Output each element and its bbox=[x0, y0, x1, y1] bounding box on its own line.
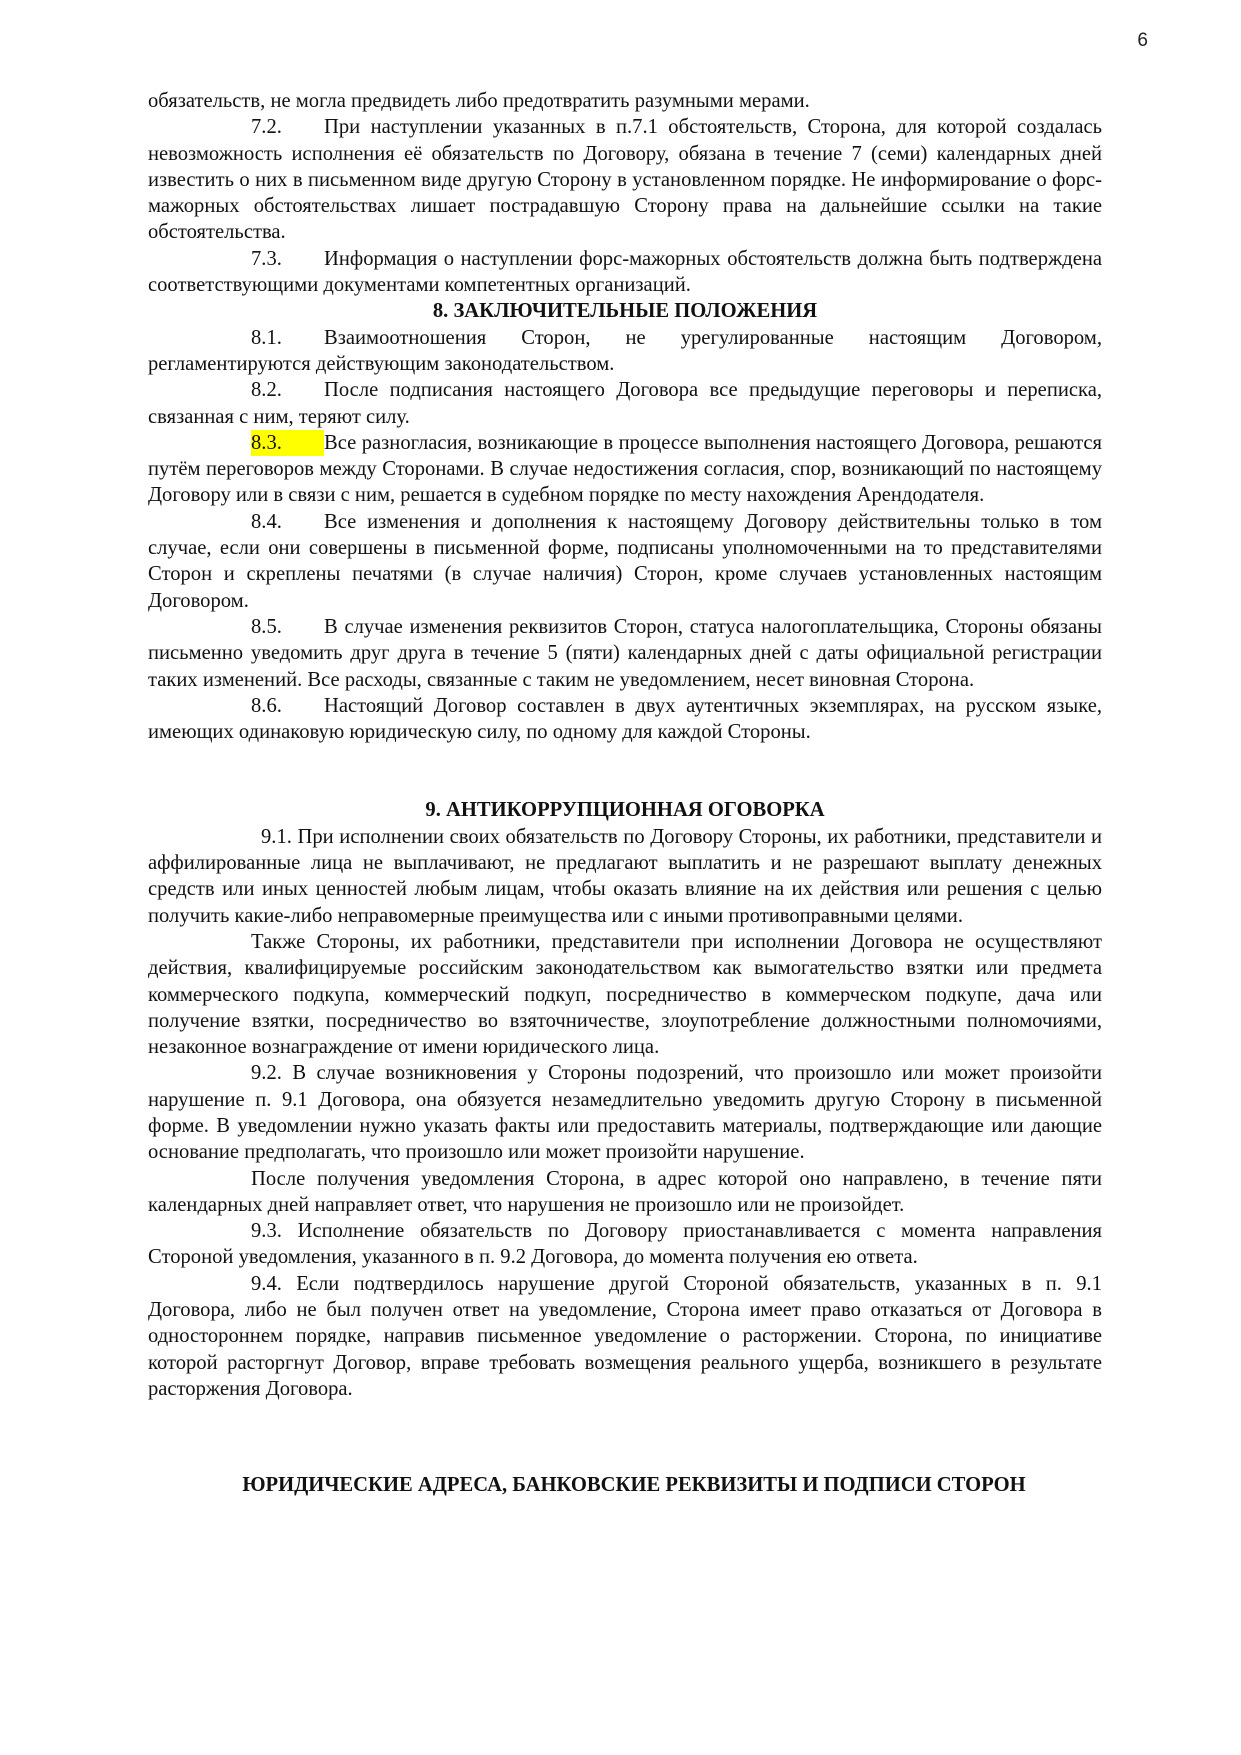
clause-text: Информация о наступлении форс-мажорных обстоятельств должна быть подтверждена соответствующими документами компетентных организаций. bbox=[148, 247, 1102, 297]
clause-text: После подписания настоящего Договора все предыдущие переговоры и переписка, связанная с ним, теряют силу. bbox=[148, 379, 1102, 428]
paragraph-9-4: 9.4. Если подтвердилось нарушение другой Стороной обязательств, указанных в п. 9.1 Договора, либо не был получен ответ на уведомление, Сторона имеет право отказаться от Договора в одностороннем порядке, направив письменное уведомление о расторжении. Сторона, по инициативе которой расторгнут Договор, вправе требовать возмещения реального ущерба, возникшего в результате расторжения Договора. bbox=[148, 1272, 1102, 1400]
paragraph-7-3 bbox=[148, 246, 1102, 299]
clause-number: 8.4. bbox=[251, 510, 282, 533]
document-body bbox=[148, 88, 1102, 1499]
paragraph-8-5 bbox=[148, 614, 1102, 693]
paragraph-8-2 bbox=[148, 377, 1102, 430]
paragraph-8-1 bbox=[148, 325, 1102, 378]
section-8-heading: 8. ЗАКЛЮЧИТЕЛЬНЫЕ ПОЛОЖЕНИЯ bbox=[432, 300, 818, 323]
highlighted-clause-number: 8.3. bbox=[251, 430, 324, 456]
clause-text: Все разногласия, возникающие в процессе выполнения настоящего Договора, решаются путём переговоров между Сторонами. В случае недостижения согласия, спор, возникающий по настоящему Договору или в связи с ним, решается в судебном порядке по месту нахождения Арендодателя. bbox=[148, 431, 1102, 507]
page-number: 6 bbox=[1137, 30, 1148, 51]
clause-number: 8.6. bbox=[251, 694, 282, 717]
paragraph-9-2-continued: После получения уведомления Сторона, в адрес которой оно направлено, в течение пяти календарных дней направляет ответ, что нарушения не произошло или не произойдет. bbox=[148, 1167, 1102, 1216]
paragraph-8-3 bbox=[148, 430, 1102, 509]
paragraph-7-1-end: обязательств, не могла предвидеть либо предотвратить разумными мерами. bbox=[148, 90, 810, 112]
clause-text: Взаимоотношения Сторон, не урегулированные настоящим Договором, регламентируются действующим законодательством. bbox=[148, 326, 1102, 375]
requisites-heading: ЮРИДИЧЕСКИЕ АДРЕСА, БАНКОВСКИЕ РЕКВИЗИТЫ И ПОДПИСИ СТОРОН bbox=[242, 1474, 1026, 1497]
clause-text: При наступлении указанных в п.7.1 обстоятельств, Сторона, для которой создалась невозможность исполнения её обязательств по Договору, обязана в течение 7 (семи) календарных дней известить о них в письменном виде другую Сторону в установленном порядке. Не информирование о форс-мажорных обстоятельствах лишает пострадавшую Сторону права на дальнейшие ссылки на такие обстоятельства. bbox=[148, 116, 1102, 244]
paragraph-8-4 bbox=[148, 509, 1102, 614]
spacer bbox=[148, 1402, 1102, 1472]
clause-number: 7.3. bbox=[251, 247, 282, 270]
clause-text: Настоящий Договор составлен в двух аутентичных экземплярах, на русском языке, имеющих одинаковую юридическую силу, по одному для каждой Стороны. bbox=[148, 694, 1102, 744]
paragraph-7-2 bbox=[148, 114, 1102, 245]
clause-number: 8.1. bbox=[251, 326, 282, 349]
section-9-heading: 9. АНТИКОРРУПЦИОННАЯ ОГОВОРКА bbox=[425, 799, 825, 822]
paragraph-9-1: 9.1. При исполнении своих обязательств по Договору Стороны, их работники, представители и аффилированные лица не выплачивают, не предлагают выплатить и не разрешают выплату денежных средств или иных ценностей любым лицам, чтобы оказать влияние на их действия или решения с целью получить какие-либо неправомерные преимущества или с иными противоправными целями. bbox=[148, 825, 1102, 927]
paragraph-8-6 bbox=[148, 693, 1102, 746]
clause-number: 7.2. bbox=[251, 116, 282, 139]
clause-text: Все изменения и дополнения к настоящему Договору действительны только в том случае, если они совершены в письменной форме, подписаны уполномоченными на то представителями Сторон и скреплены печатями (в случае наличия) Сторон, кроме случаев установленных настоящим Договором. bbox=[148, 510, 1102, 612]
paragraph-9-2: 9.2. В случае возникновения у Стороны подозрений, что произошло или может произойти нарушение п. 9.1 Договора, она обязуется незамедлительно уведомить другую Сторону в письменной форме. В уведомлении нужно указать факты или предоставить материалы, подтверждающие или дающие основание предполагать, что произошло или может произойти нарушение. bbox=[148, 1062, 1102, 1164]
clause-number: 8.2. bbox=[251, 379, 282, 402]
paragraph-9-3: 9.3. Исполнение обязательств по Договору приостанавливается с момента направления Стороной уведомления, указанного в п. 9.2 Договора, до момента получения ею ответа. bbox=[148, 1220, 1102, 1269]
paragraph-9-1-continued: Также Стороны, их работники, представители при исполнении Договора не осуществляют действия, квалифицируемые российским законодательством как вымогательство взятки или предмета коммерческого подкупа, коммерческий подкуп, посредничество в коммерческом подкупе, дача или получение взятки, посредничество во взяточничестве, злоупотребление должностными полномочиями, незаконное вознаграждение от имени юридического лица. bbox=[148, 930, 1102, 1059]
clause-number: 8.5. bbox=[251, 615, 282, 638]
clause-text: В случае изменения реквизитов Сторон, статуса налогоплательщика, Стороны обязаны письменно уведомить друг друга в течение 5 (пяти) календарных дней с даты официальной регистрации таких изменений. Все расходы, связанные с таким не уведомлением, несет виновная Сторона. bbox=[148, 615, 1102, 691]
